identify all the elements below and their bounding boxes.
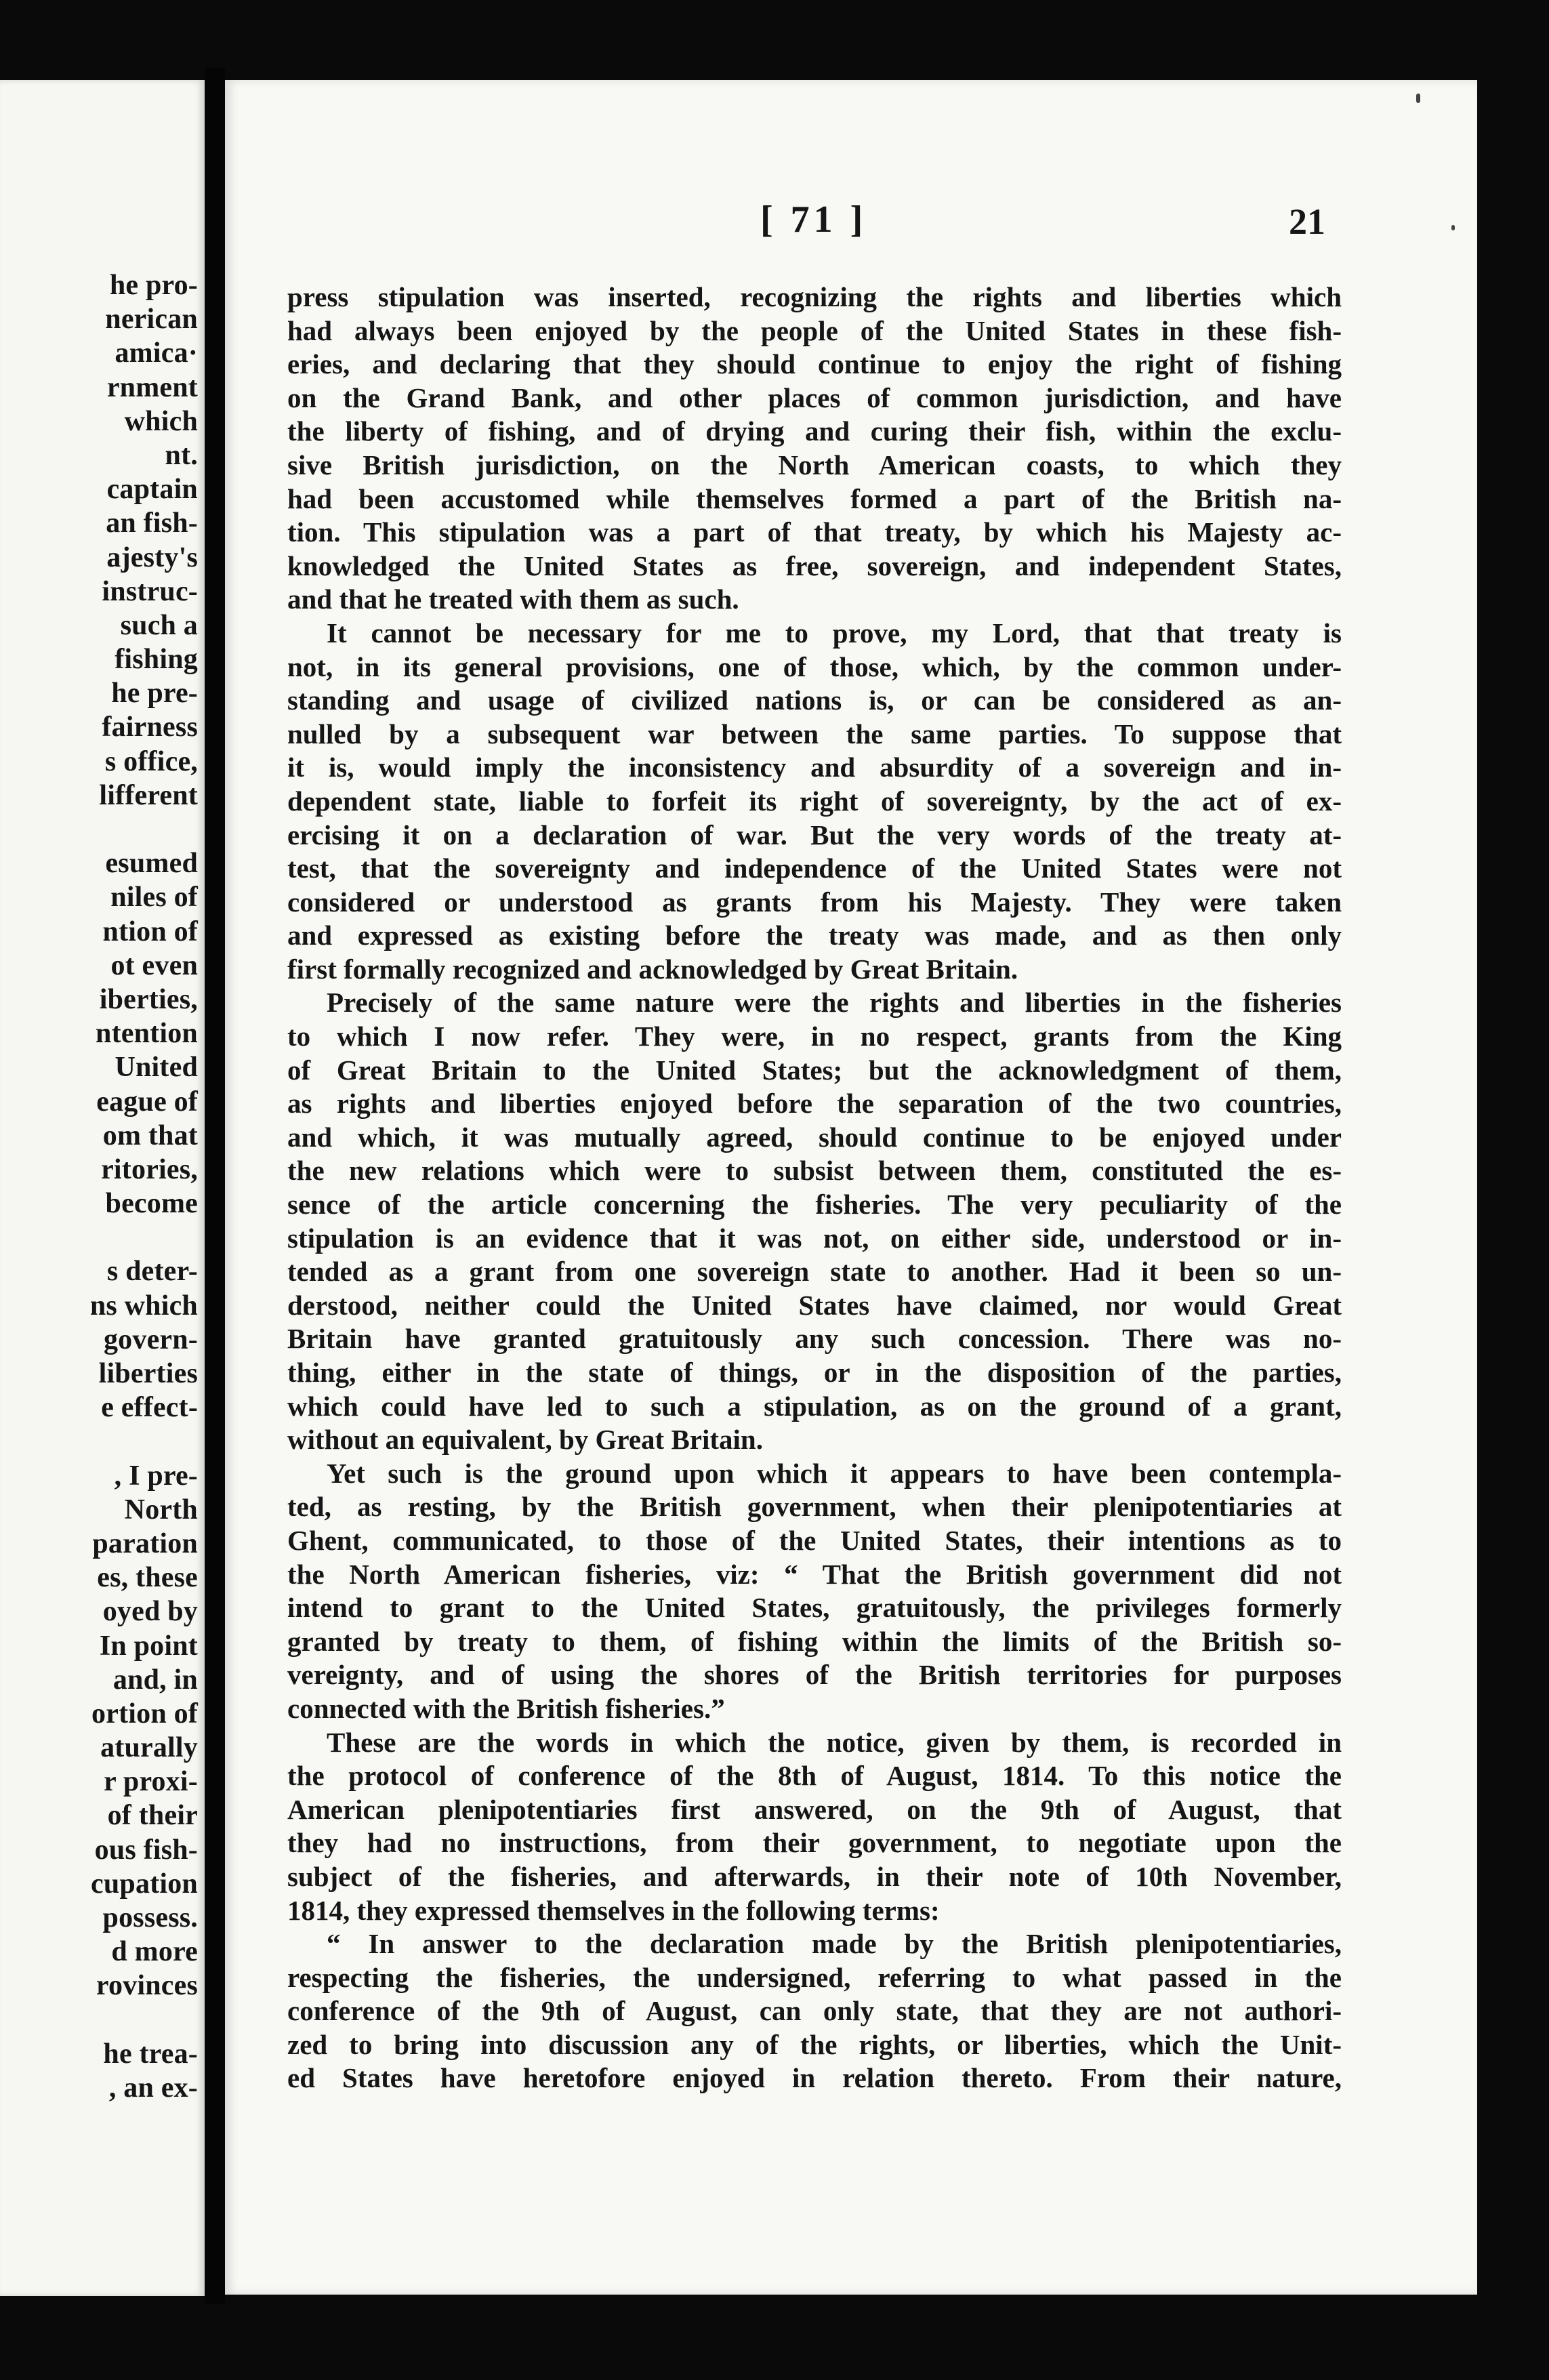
previous-page-line: fishing (115, 644, 198, 676)
previous-page-line: he pre- (111, 678, 198, 710)
text-line: nulled by a subsequent war between the same parties. To suppose that (287, 718, 1342, 750)
previous-page-line: iberties, (99, 983, 198, 1015)
previous-page-line: rnment (106, 371, 198, 403)
previous-page-line: om that (102, 1120, 198, 1151)
previous-page-line: fairness (102, 712, 198, 743)
previous-page-line: North (124, 1494, 198, 1525)
text-line: 1814, they expressed themselves in the following terms: (287, 1894, 940, 1926)
text-line: to which I now refer. They were, in no respect, grants from the King (287, 1021, 1342, 1052)
text-line: had always been enjoyed by the people of the United States in these fish- (287, 314, 1342, 346)
previous-page-line: ntention (96, 1018, 198, 1050)
text-line: standing and usage of civilized nations is, or can be considered as an- (287, 684, 1342, 716)
previous-page-line: which (124, 405, 198, 437)
previous-page-line: nerican (105, 304, 198, 335)
previous-page-line: ous fish- (94, 1834, 198, 1866)
text-line: the new relations which were to subsist between them, constituted the es- (287, 1155, 1342, 1187)
previous-page-line: In point (99, 1630, 198, 1662)
previous-page-line: United (115, 1052, 198, 1084)
previous-page-line (0, 1424, 198, 1458)
text-line: American plenipotentiaries first answered, on the 9th of August, that (287, 1793, 1342, 1825)
previous-page-line: ot even (110, 949, 198, 981)
previous-page-line: become (105, 1188, 198, 1220)
previous-page-line: he trea- (103, 2038, 198, 2070)
previous-page-line: ritories, (101, 1153, 198, 1185)
text-line: sence of the article concerning the fisheries. The very peculiarity of the (287, 1189, 1342, 1220)
text-line: zed to bring into discussion any of the rights, or liberties, which the Unit- (287, 2028, 1342, 2060)
paragraph-first-line: Yet such is the ground upon which it appears to have been contempla- (327, 1457, 1342, 1489)
previous-page-line: cupation (91, 1868, 198, 1900)
text-line: subject of the fisheries, and afterwards, in their note of 10th November, (287, 1860, 1342, 1892)
previous-page-line (0, 2003, 198, 2037)
page-header (225, 198, 1477, 245)
previous-page-line: esumed (105, 848, 198, 880)
paragraph-first-line: These are the words in which the notice, given by them, is recorded in (327, 1726, 1342, 1758)
text-line: press stipulation was inserted, recognizing the rights and liberties which (287, 281, 1342, 312)
page-gutter (205, 68, 225, 2304)
previous-page-line: e effect- (101, 1392, 198, 1424)
previous-page-line: rovinces (96, 1970, 198, 2002)
text-line: conference of the 9th of August, can only state, that they are not authori- (287, 1995, 1342, 2027)
text-line: eries, and declaring that they should continue to enjoy the right of fishing (287, 348, 1342, 380)
previous-page-line: ntion of (102, 916, 198, 947)
text-line: thing, either in the state of things, or in the disposition of the parties, (287, 1357, 1342, 1388)
previous-page-line: es, these (97, 1562, 198, 1594)
page-number: 21 (1289, 201, 1325, 242)
text-line: the North American fisheries, viz: “ That the British government did not (287, 1558, 1342, 1590)
previous-page-line: , I pre- (114, 1460, 198, 1492)
previous-page-line: ortion of (91, 1698, 198, 1729)
text-line: tion. This stipulation was a part of that treaty, by which his Majesty ac- (287, 516, 1342, 548)
previous-page-line: ajesty's (106, 541, 198, 573)
previous-page-line: eague of (96, 1086, 198, 1117)
previous-page-line: s office, (104, 745, 198, 777)
text-line: stipulation is an evidence that it was not, on either side, understood or in- (287, 1222, 1342, 1254)
previous-page-line: an fish- (106, 508, 198, 539)
text-line: as rights and liberties enjoyed before the separation of the two countries, (287, 1088, 1342, 1120)
text-line: dependent state, liable to forfeit its right of sovereignty, by the act of ex- (287, 785, 1342, 817)
text-line: connected with the British fisheries.” (287, 1692, 725, 1724)
text-line: and that he treated with them as such. (287, 583, 739, 615)
text-line: on the Grand Bank, and other places of common jurisdiction, and have (287, 382, 1342, 413)
previous-page-line: of their (107, 1800, 198, 1832)
text-line: had been accustomed while themselves formed a part of the British na- (287, 483, 1342, 514)
previous-page-line (0, 813, 198, 846)
text-line: granted by treaty to them, of fishing within the limits of the British so- (287, 1625, 1342, 1657)
text-line: it is, would imply the inconsistency and absurdity of a sovereign and in- (287, 752, 1342, 783)
text-line: ted, as resting, by the British government, when their plenipotentiaries at (287, 1491, 1342, 1523)
scan-speck (1451, 225, 1455, 230)
scan-speck (1416, 94, 1420, 103)
text-line: tended as a grant from one sovereign state to another. Had it been so un- (287, 1256, 1342, 1288)
text-line: sive British jurisdiction, on the North American coasts, to which they (287, 449, 1342, 480)
text-line: and expressed as existing before the treaty was made, and as then only (287, 920, 1342, 951)
previous-page-line: instruc- (102, 575, 198, 607)
body-text (287, 281, 1342, 2095)
text-line: the liberty of fishing, and of drying and curing their fish, within the exclu- (287, 415, 1342, 447)
text-line: which could have led to such a stipulation, as on the ground of a grant, (287, 1390, 1342, 1422)
previous-page-fragment (0, 80, 205, 2296)
previous-page-text (0, 268, 198, 2105)
text-line: first formally recognized and acknowledged by Great Britain. (287, 953, 1018, 985)
previous-page-line: liberties (98, 1358, 198, 1389)
previous-page-line: ns which (89, 1290, 198, 1321)
previous-page-line: oyed by (102, 1596, 198, 1628)
previous-page-line: lifferent (99, 779, 198, 811)
text-line: intend to grant to the United States, gratuitously, the privileges formerly (287, 1592, 1342, 1624)
previous-page-line: nt. (165, 439, 198, 471)
previous-page-line: possess. (102, 1902, 198, 1933)
text-line: and which, it was mutually agreed, should continue to be enjoyed under (287, 1121, 1342, 1153)
text-line: test, that the sovereignty and independence of the United States were not (287, 853, 1342, 884)
previous-page-line: aturally (100, 1732, 198, 1764)
text-line: considered or understood as grants from his Majesty. They were taken (287, 886, 1342, 918)
previous-page-line: amica· (115, 337, 198, 369)
previous-page-line: such a (120, 609, 198, 641)
previous-page-line: , an ex- (108, 2072, 198, 2104)
text-line: ed States have heretofore enjoyed in relation thereto. From their nature, (287, 2062, 1342, 2094)
current-page (225, 80, 1477, 2295)
text-line: ercising it on a declaration of war. But the very words of the treaty at- (287, 819, 1342, 850)
text-line: respecting the fisheries, the undersigned, referring to what passed in the (287, 1961, 1342, 1993)
previous-page-line (0, 1220, 198, 1254)
text-line: vereignty, and of using the shores of the British territories for purposes (287, 1659, 1342, 1691)
text-line: they had no instructions, from their government, to negotiate upon the (287, 1827, 1342, 1859)
previous-page-line: niles of (110, 882, 198, 914)
paragraph-first-line: Precisely of the same nature were the rights and liberties in the fisheries (327, 987, 1342, 1019)
text-line: of Great Britain to the United States; but the acknowledgment of them, (287, 1054, 1342, 1086)
text-line: Ghent, communicated, to those of the United States, their intentions as to (287, 1524, 1342, 1556)
previous-page-line: he pro- (109, 270, 198, 301)
text-line: knowledged the United States as free, sovereign, and independent States, (287, 550, 1342, 581)
previous-page-line: s deter- (106, 1256, 198, 1288)
paragraph-first-line: It cannot be necessary for me to prove, my Lord, that that treaty is (327, 617, 1342, 649)
previous-page-line: govern- (103, 1324, 198, 1355)
text-line: the protocol of conference of the 8th of August, 1814. To this notice the (287, 1760, 1342, 1792)
previous-page-line: and, in (112, 1664, 198, 1696)
page-reference: [ 71 ] (760, 199, 867, 241)
previous-page-line: d more (111, 1936, 198, 1968)
paragraph-first-line: “ In answer to the declaration made by the British plenipotentiaries, (327, 1928, 1342, 1960)
previous-page-line: captain (106, 474, 198, 506)
text-line: Britain have granted gratuitously any such concession. There was no- (287, 1323, 1342, 1355)
text-line: derstood, neither could the United States have claimed, nor would Great (287, 1289, 1342, 1321)
previous-page-line: paration (92, 1527, 198, 1559)
text-line: without an equivalent, by Great Britain. (287, 1424, 763, 1456)
text-line: not, in its general provisions, one of those, which, by the common under- (287, 651, 1342, 682)
previous-page-line: r proxi- (104, 1766, 198, 1798)
